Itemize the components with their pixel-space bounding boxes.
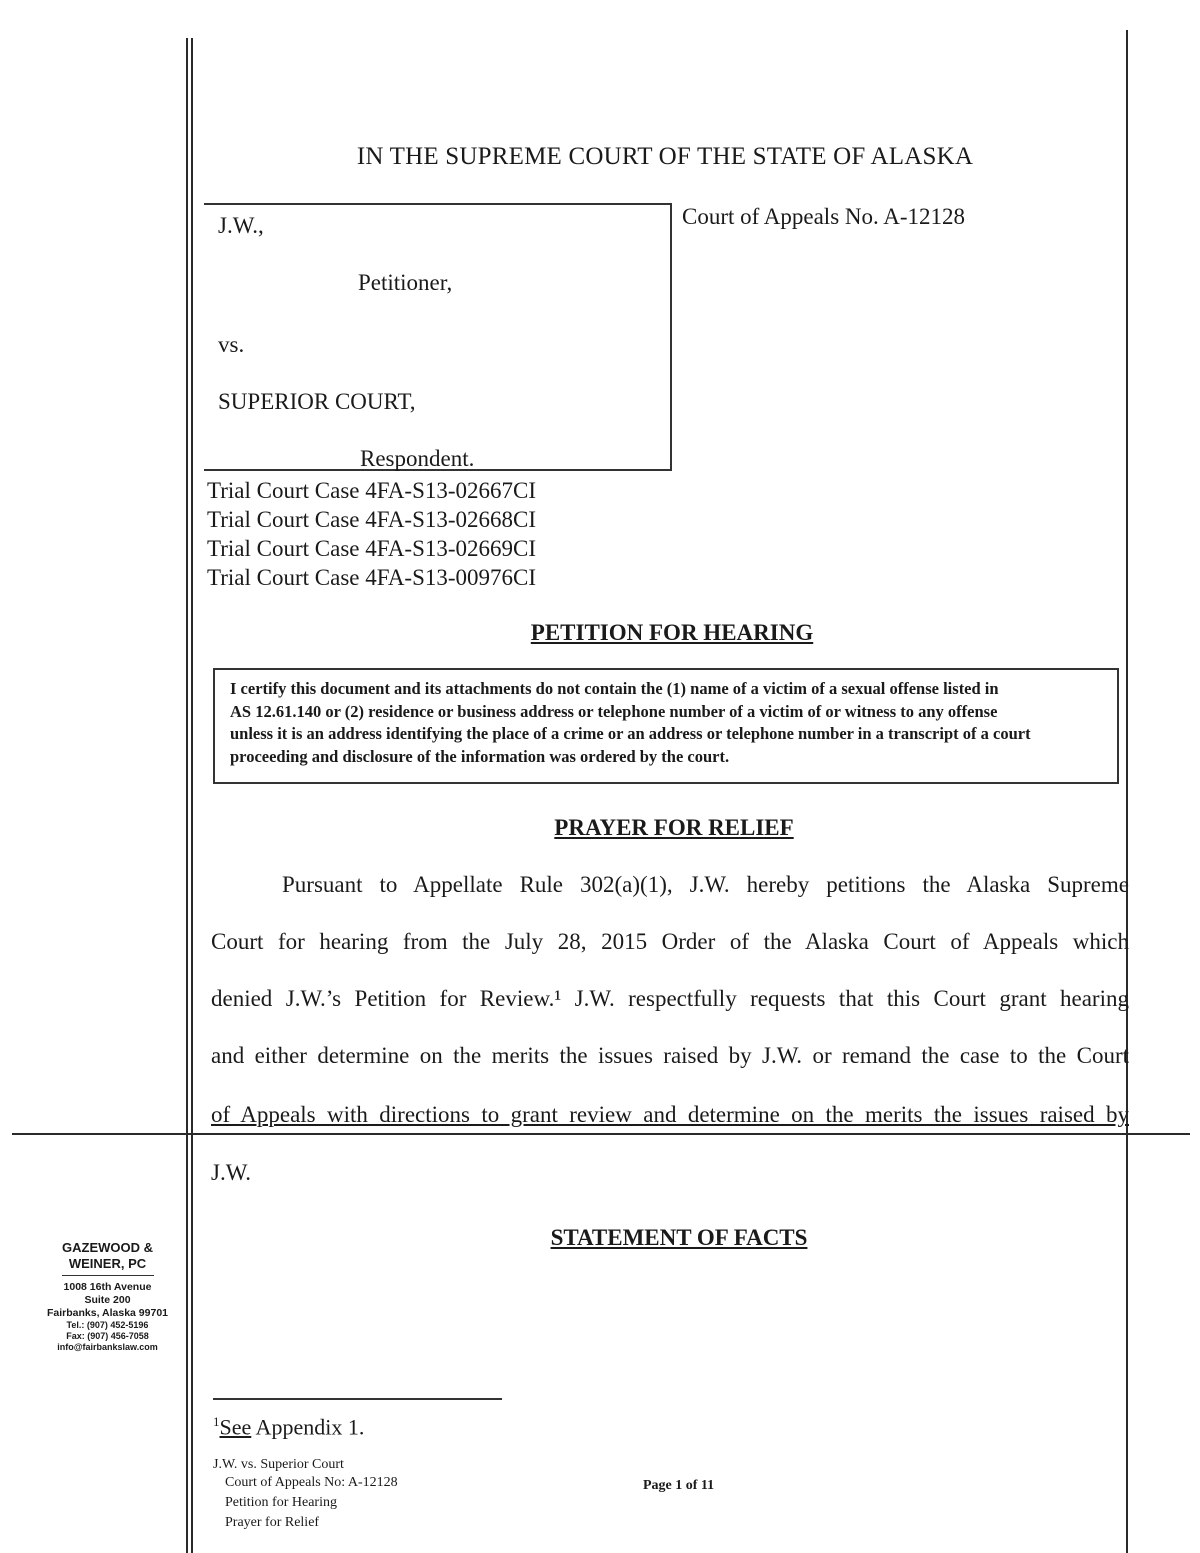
firm-address-line3: Fairbanks, Alaska 99701 — [46, 1307, 169, 1319]
footnote-see: See — [219, 1414, 252, 1440]
footer-caption — [213, 1456, 398, 1532]
prayer-line-1: Pursuant to Appellate Rule 302(a)(1), J.W. hereby petitions the Alaska Supreme — [282, 872, 1129, 897]
petitioner-role: Petitioner, — [358, 270, 453, 295]
appeals-case-number: Court of Appeals No. A-12128 — [682, 204, 966, 229]
certification-box — [213, 668, 1119, 784]
certification-line: I certify this document and its attachments do not contain the (1) name of a victim of a sexual offense listed in — [230, 679, 999, 698]
horizontal-page-rule — [12, 1133, 1190, 1135]
certification-line: AS 12.61.140 or (2) residence or business address or telephone number of a victim of or witness to any offense — [230, 701, 998, 721]
certification-line: unless it is an address identifying the place of a crime or an address or telephone number in a transcript of a court — [230, 724, 1031, 743]
trial-case-1: Trial Court Case 4FA-S13-02667CI — [207, 478, 537, 503]
prayer-line-4: and either determine on the merits the issues raised by J.W. or remand the case to the Court — [211, 1043, 1129, 1068]
footnote-text: Appendix 1. — [251, 1414, 365, 1440]
firm-address-line1: 1008 16th Avenue — [63, 1281, 152, 1293]
trial-case-2: Trial Court Case 4FA-S13-02668CI — [207, 507, 537, 532]
respondent-role: Respondent. — [360, 446, 475, 471]
footnote-marker: 1 — [213, 1414, 220, 1429]
firm-name-line2: WEINER, PC — [68, 1256, 147, 1271]
firm-fax: Fax: (907) 456-7058 — [66, 1331, 149, 1341]
prayer-heading: PRAYER FOR RELIEF — [554, 815, 794, 840]
footer-line-4: Prayer for Relief — [225, 1515, 320, 1530]
firm-name-rule — [62, 1275, 154, 1276]
footer-line-3: Petition for Hearing — [225, 1495, 337, 1510]
document-title: PETITION FOR HEARING — [530, 620, 814, 645]
firm-name-line1: GAZEWOOD & — [62, 1240, 153, 1255]
firm-tel: Tel.: (907) 452-5196 — [66, 1320, 149, 1330]
court-title: IN THE SUPREME COURT OF THE STATE OF ALASKA — [356, 143, 974, 170]
prayer-line-5: of Appeals with directions to grant review and determine on the merits the issues raised by — [211, 1102, 1129, 1127]
caption-box — [204, 203, 672, 471]
trial-case-3: Trial Court Case 4FA-S13-02669CI — [207, 536, 537, 561]
trial-case-4: Trial Court Case 4FA-S13-00976CI — [207, 565, 537, 590]
firm-address-line2: Suite 200 — [84, 1294, 131, 1306]
footnote — [213, 1414, 364, 1440]
certification-line: proceeding and disclosure of the information was ordered by the court. — [230, 746, 730, 766]
footer-line-1: J.W. vs. Superior Court — [213, 1457, 344, 1472]
prayer-line-2: Court for hearing from the July 28, 2015 Order of the Alaska Court of Appeals which — [211, 929, 1129, 954]
footer-line-2: Court of Appeals No: A-12128 — [225, 1475, 398, 1490]
petitioner-name: J.W., — [218, 213, 264, 238]
respondent-name: SUPERIOR COURT, — [218, 389, 416, 414]
right-margin-rule — [1126, 30, 1128, 1553]
firm-block — [20, 1240, 195, 1353]
prayer-line-3: denied J.W.’s Petition for Review.¹ J.W. respectfully requests that this Court grant hearing — [211, 986, 1129, 1011]
page-number: Page 1 of 11 — [643, 1478, 715, 1493]
versus-label: vs. — [218, 332, 245, 357]
prayer-line-6: J.W. — [211, 1160, 252, 1185]
footnote-rule — [213, 1398, 502, 1400]
firm-email: info@fairbankslaw.com — [57, 1342, 158, 1352]
facts-heading: STATEMENT OF FACTS — [550, 1225, 808, 1250]
